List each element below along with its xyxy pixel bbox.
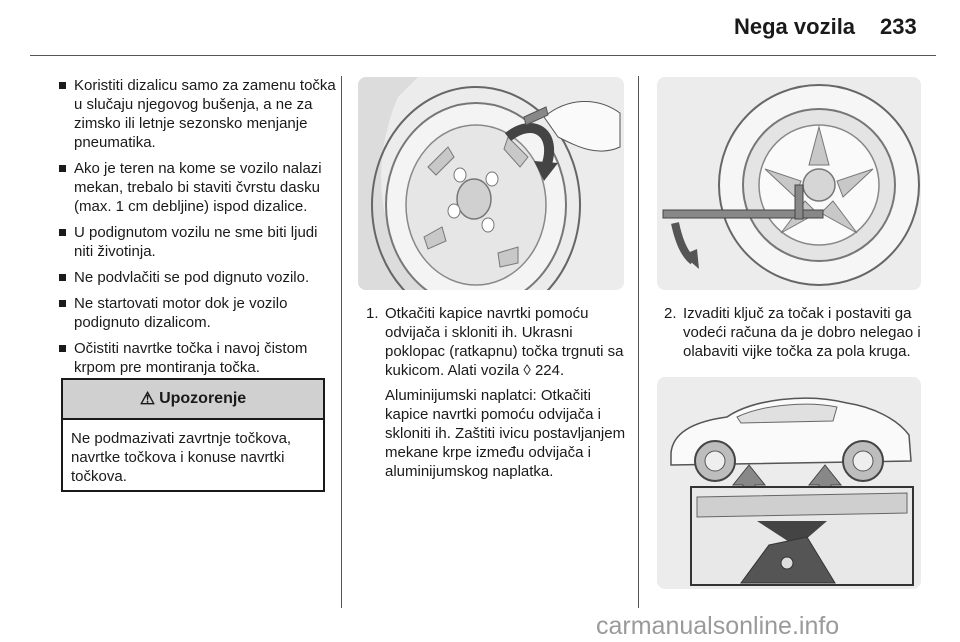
wheel-wrench-illustration [657, 77, 921, 290]
list-item: U podignutom vozilu ne sme biti ljudi niti životinja. [58, 223, 340, 261]
safety-bullet-list [58, 76, 340, 384]
step-subtext: Aluminijumski naplatci: Otkačiti kapice navrtki pomoću odvijača i skloniti ih. Zaštiti ivicu postavljanjem mekane krpe između odvijača i aluminijumskog naplatka. [385, 387, 626, 480]
hubcap-removal-illustration [358, 77, 624, 290]
header-divider [30, 55, 936, 56]
warning-box [61, 378, 325, 492]
step-2 [664, 304, 928, 361]
list-item: Ako je teren na kome se vozilo nalazi mekan, trebalo bi staviti čvrstu dasku (max. 1 cm debljine) ispod dizalice. [58, 159, 340, 216]
warning-triangle-icon: ⚠ [139, 389, 156, 408]
warning-title: Upozorenje [159, 390, 247, 407]
list-item: Očistiti navrtke točka i navoj čistom krpom pre montiranja točka. [58, 339, 340, 377]
step-number: 1. [366, 305, 379, 322]
step-text: Otkačiti kapice navrtki pomoću odvijača i skloniti ih. Ukrasni poklopac (ratkapnu) točka trgnuti sa kukicom. Alati vozila ◊ 224. [385, 305, 624, 379]
jack-point-illustration [657, 377, 921, 589]
column-divider [341, 76, 342, 608]
warning-header [63, 380, 323, 420]
step-number: 2. [664, 305, 677, 322]
page-number: 233 [880, 14, 917, 39]
warning-text: Ne podmazivati zavrtnje točkova, navrtke točkova i konuse navrtki točkova. [71, 430, 292, 485]
step-1 [366, 304, 628, 481]
step-text: Izvaditi ključ za točak i postaviti ga vodeći računa da je dobro nelegao i olabaviti vijke točka za pola kruga. [683, 305, 921, 360]
page-title: Nega vozila [734, 14, 856, 39]
watermark: carmanualsonline.info [596, 612, 840, 640]
list-item: Ne podvlačiti se pod dignuto vozilo. [58, 268, 340, 287]
column-divider [638, 76, 639, 608]
list-item: Ne startovati motor dok je vozilo podignuto dizalicom. [58, 294, 340, 332]
list-item: Koristiti dizalicu samo za zamenu točka u slučaju njegovog bušenja, a ne za zimsko ili letnje sezonsko menjanje pneumatika. [58, 76, 340, 152]
